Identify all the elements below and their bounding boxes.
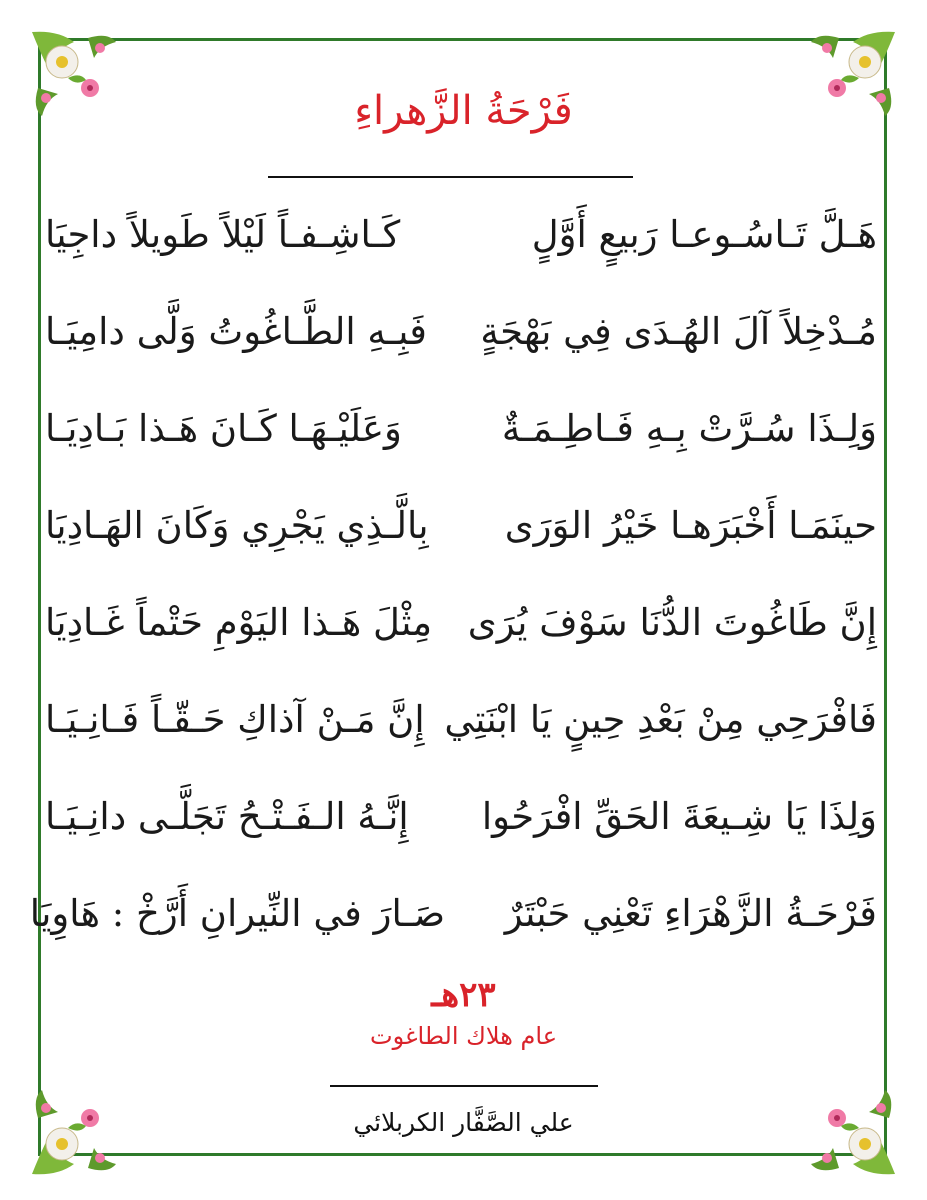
verse-second-hemistich: بِالَّـذِي يَجْرِي وَكَانَ الهَـادِيَا xyxy=(45,504,429,547)
verse-second-hemistich: وَعَلَيْـهَـا كَـانَ هَـذا بَـادِيَـا xyxy=(45,407,402,450)
verse-line xyxy=(0,675,927,765)
verse-line xyxy=(0,772,927,862)
verse-line xyxy=(0,287,927,377)
verse-first-hemistich: مُـدْخِلاً آلَ الهُـدَى فِي بَهْجَةٍ xyxy=(480,310,877,353)
verse-second-hemistich: كَـاشِـفـاً لَيْلاً طَويلاً داجِيَا xyxy=(45,213,401,256)
verse-line xyxy=(0,481,927,571)
verse-second-hemistich: مِثْلَ هَـذا اليَوْمِ حَتْماً غَـادِيَا xyxy=(45,601,433,644)
author-divider xyxy=(330,1085,598,1087)
verse-line xyxy=(0,384,927,474)
verse-second-hemistich: فَبِـهِ الطَّـاغُوتُ وَلَّى دامِيَـا xyxy=(45,310,427,353)
verse-second-hemistich: إِنَّـهُ الـفَـتْـحُ تَجَلَّـى دانِـيَـا xyxy=(45,795,409,838)
verse-line xyxy=(0,869,927,959)
verse-line xyxy=(0,578,927,668)
poem-title: فَرْحَةُ الزَّهراءِ xyxy=(354,88,573,134)
verse-first-hemistich: وَلِـذَا سُـرَّتْ بِـهِ فَـاطِـمَـةٌ xyxy=(501,407,877,450)
verse-first-hemistich: هَـلَّ تَـاسُـوعـا رَبيعٍ أَوَّلٍ xyxy=(531,213,877,256)
verse-first-hemistich: فَافْرَحِي مِنْ بَعْدِ حِينٍ يَا ابْنَتِي xyxy=(444,698,877,741)
verse-second-hemistich: إِنَّ مَـنْ آذاكِ حَـقّـاً فَـانِـيَـا xyxy=(45,698,425,741)
verse-first-hemistich: حينَمَـا أَخْبَرَهـا خَيْرُ الوَرَى xyxy=(504,504,877,547)
date-year: ٢٣هـ xyxy=(431,975,496,1015)
date-subtitle: عام هلاك الطاغوت xyxy=(369,1022,558,1050)
verse-first-hemistich: فَرْحَـةُ الزَّهْرَاءِ تَعْنِي حَبْتَرٌ xyxy=(504,892,877,935)
verse-first-hemistich: إِنَّ طَاغُوتَ الدُّنَا سَوْفَ يُرَى xyxy=(467,601,877,644)
verse-line xyxy=(0,190,927,280)
verse-first-hemistich: وَلِذَا يَا شِـيعَةَ الحَقِّ افْرَحُوا xyxy=(481,795,877,838)
author-name: علي الصَّفَّار الكربلائي xyxy=(353,1108,574,1137)
title-divider xyxy=(268,176,633,178)
verse-second-hemistich: صَـارَ في النِّيرانِ أَرَّخْ : هَاوِيَا xyxy=(29,892,445,935)
